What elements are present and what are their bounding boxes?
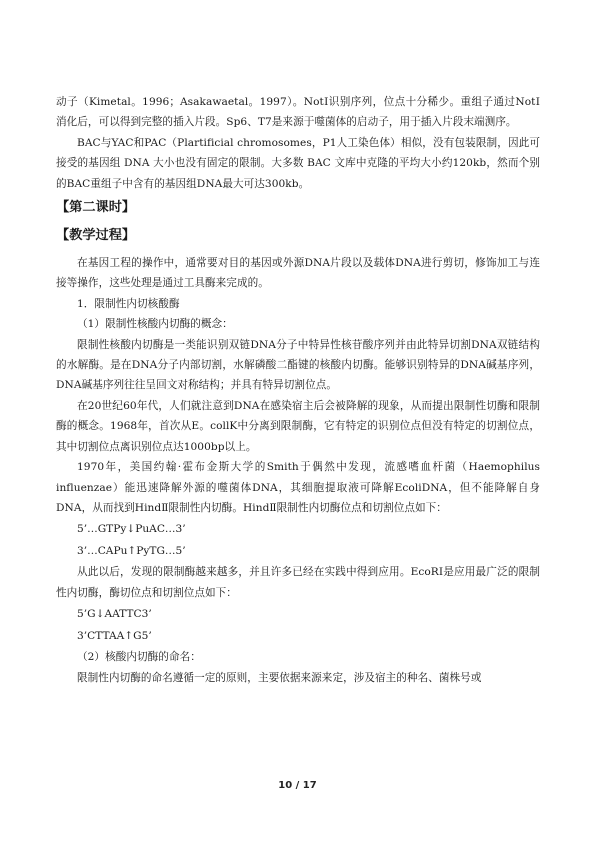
sequence-hind-top: 5’…GTPy↓PuAC…3’ bbox=[77, 523, 186, 536]
paragraph-ecor1: 从此以后，发现的限制酶越来越多，并且许多已经在实践中得到应用。EcoRⅠ是应用最广泛的限制性内切酶，酶切位点和切割位点如下： bbox=[56, 566, 540, 599]
paragraph-smith-1970: 1970年，美国约翰·霍布金斯大学的Smith于偶然中发现，流感嗜血杆菌（Haemophilus influenzae）能迅速降解外源的噬菌体DNA，其细胞提取液可降解EcoliDNA，但不能降解自身DNA，从而找到HindⅡ限制性内切酶。HindⅡ限制性内切酶位点和切割位点如下： bbox=[56, 461, 540, 514]
subsection-concept: （1）限制性核酸内切酶的概念： bbox=[77, 318, 233, 331]
sequence-hind-bottom: 3’…CAPu↑PyTG…5’ bbox=[77, 545, 186, 558]
paragraph-tool-enzymes: 在基因工程的操作中，通常要对目的基因或外源DNA片段以及载体DNA进行剪切，修饰加工与连接等操作，这些处理是通过工具酶来完成的。 bbox=[56, 257, 540, 290]
page-number: 10 / 17 bbox=[278, 780, 317, 791]
paragraph-naming-rules: 限制性内切酶的命名遵循一定的原则，主要依据来源来定，涉及宿主的种名、菌株号或 bbox=[77, 671, 482, 684]
section-restriction-enzymes: 1．限制性内切核酸酶 bbox=[77, 297, 180, 310]
page-content bbox=[56, 92, 540, 688]
paragraph-definition: 限制性核酸内切酶是一类能识别双链DNA分子中特异性核苷酸序列并由此特异切割DNA双链结构的水解酶。是在DNA分子内部切割，水解磷酸二酯键的核酸内切酶。能够识别特异的DNA碱基序列，DNA碱基序列往往呈回文对称结构；并具有特异切割位点。 bbox=[56, 338, 540, 392]
paragraph-not1-site: 动子（Kimetal。1996；Asakawaetal。1997）。NotⅠ识别序列，位点十分稀少。重组子通过NotⅠ消化后，可以得到完整的插入片段。Sp6、T7是来源于噬菌体的启动子，用于插入片段末端测序。 bbox=[56, 96, 540, 129]
heading-teaching-process: 【教学过程】 bbox=[56, 228, 136, 244]
paragraph-history-1960s: 在20世纪60年代，人们就注意到DNA在感染宿主后会被降解的现象，从而提出限制性切酶和限制酶的概念。1968年，首次从E。collK中分离到限制酶，它有特定的识别位点但没有特定的切割位点，其中切割位点离识别位点达1000bp以上。 bbox=[56, 399, 540, 453]
heading-second-lesson: 【第二课时】 bbox=[56, 200, 136, 216]
sequence-eco-bottom: 3’CTTAA↑G5’ bbox=[77, 630, 152, 643]
sequence-eco-top: 5’G↓AATTC3’ bbox=[77, 608, 152, 621]
paragraph-bac-comparison: BAC与YAC和PAC（Plartificial chromosomes，P1人工染色体）相似，没有包装限制，因此可接受的基因组 DNA 大小也没有固定的限制。大多数 BAC 文库中克隆的平均大小约120kb，然而个别的BAC重组子中含有的基因组DNA最大可达300kb。 bbox=[56, 136, 540, 190]
subsection-naming: （2）核酸内切酶的命名： bbox=[77, 651, 201, 664]
